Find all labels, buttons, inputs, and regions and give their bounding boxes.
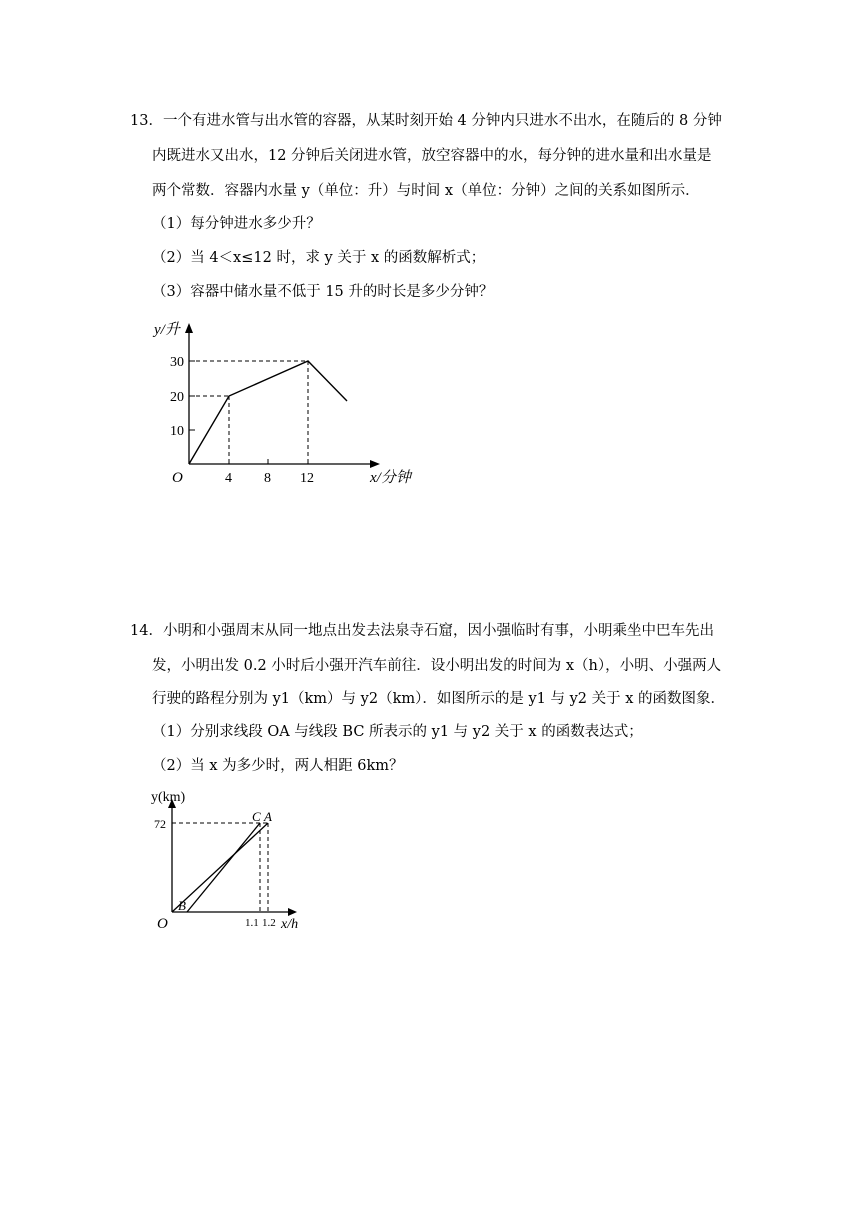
q13-x-tick-12: 12	[300, 471, 314, 486]
q14-x-tick-1-2: 1.2	[262, 917, 276, 929]
q13-y-tick-20: 20	[170, 390, 184, 405]
q13-origin-label: O	[172, 470, 183, 486]
q13-x-tick-8: 8	[264, 471, 271, 486]
q13-y-tick-10: 10	[170, 424, 184, 439]
q14-graph	[145, 782, 325, 937]
q14-segment-BC	[187, 823, 260, 912]
q14-part-2: （2）当 x 为多少时，两人相距 6km？	[152, 758, 404, 774]
q13-stem-1: 一个有进水管与出水管的容器，从某时刻开始 4 分钟内只进水不出水，在随后的 8 分钟	[162, 113, 722, 129]
q13-part-2: （2）当 4＜x≤12 时，求 y 关于 x 的函数解析式；	[152, 250, 486, 266]
q13-number: 13．	[130, 113, 163, 129]
q13-x-axis-label: x/分钟	[370, 470, 411, 486]
q13-y-arrow-icon	[185, 323, 193, 333]
q14-line-2: 发，小明出发 0.2 小时后小强开汽车前往．设小明出发的时间为 x（h），小明、小强两人	[152, 658, 722, 674]
q14-y-tick-72: 72	[154, 817, 166, 831]
q13-part-1: （1）每分钟进水多少升？	[152, 216, 321, 232]
q14-number: 14．	[130, 623, 163, 639]
q13-water-curve	[189, 361, 347, 464]
q14-point-C-label: C	[252, 809, 261, 824]
q13-x-tick-4: 4	[225, 471, 232, 486]
q14-line-3: 行驶的路程分别为 y1（km）与 y2（km）．如图所示的是 y1 与 y2 关于 x 的函数图象．	[152, 691, 726, 707]
q14-x-tick-1-1: 1.1	[245, 917, 259, 929]
q13-part-3: （3）容器中储水量不低于 15 升的时长是多少分钟？	[152, 284, 494, 300]
q14-point-A-label: A	[264, 809, 272, 824]
q13-line-3: 两个常数．容器内水量 y（单位：升）与时间 x（单位：分钟）之间的关系如图所示．	[152, 183, 700, 199]
q14-x-axis-label: x/h	[281, 917, 299, 932]
q13-line-2: 内既进水又出水，12 分钟后关闭进水管，放空容器中的水，每分钟的进水量和出水量是	[152, 148, 712, 164]
q13-y-tick-30: 30	[170, 355, 184, 370]
q14-stem-1: 小明和小强周末从同一地点出发去法泉寺石窟，因小强临时有事，小明乘坐中巴车先出	[162, 623, 714, 639]
q13-line-1	[130, 111, 722, 131]
q13-y-axis-label: y/升	[154, 322, 180, 338]
q14-point-B-label: B	[178, 898, 186, 913]
q14-line-1	[130, 621, 714, 641]
q14-origin-label: O	[157, 916, 168, 932]
q14-y-axis-label: y(km)	[151, 790, 186, 805]
q14-x-arrow-icon	[288, 908, 297, 916]
q13-x-arrow-icon	[370, 460, 380, 468]
q14-part-1: （1）分别求线段 OA 与线段 BC 所表示的 y1 与 y2 关于 x 的函数表达式；	[152, 724, 643, 740]
q13-graph	[140, 312, 430, 502]
q14-segment-OA	[172, 823, 268, 912]
